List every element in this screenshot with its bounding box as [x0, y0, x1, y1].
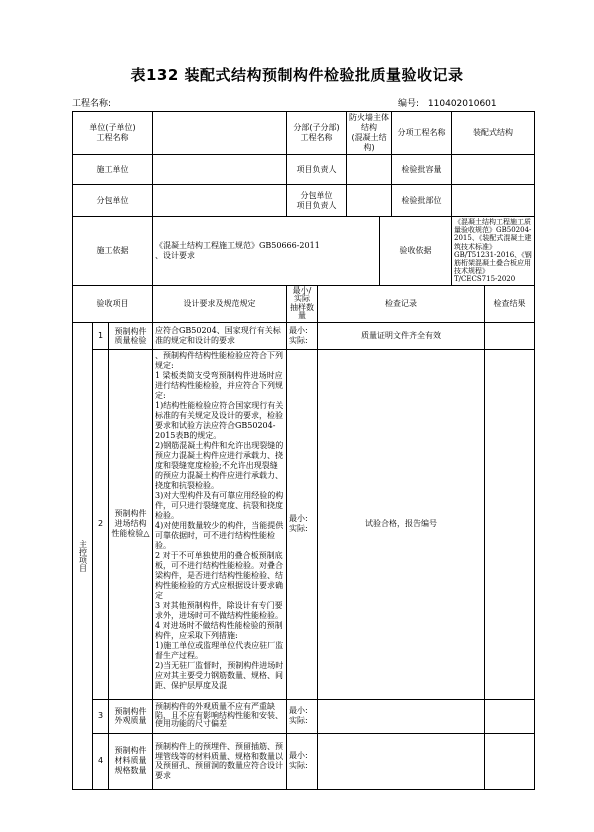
- batch-capacity-label: 检验批容量: [392, 155, 452, 185]
- batch-location-label: 检验批部位: [392, 185, 452, 217]
- item-name: 预制构件材料质量规格数量: [109, 733, 153, 789]
- project-manager-value[interactable]: [347, 155, 392, 185]
- subcontract-unit-value[interactable]: [153, 185, 287, 217]
- check-record: [318, 699, 485, 733]
- table-row: [73, 699, 535, 733]
- check-result[interactable]: [485, 699, 535, 733]
- check-result[interactable]: [485, 733, 535, 789]
- acceptance-record-table: [72, 111, 535, 790]
- sample-count[interactable]: [287, 322, 318, 349]
- number-value: 110402010601: [427, 99, 497, 109]
- item-name: 预制构件进场结构性能检验△: [109, 349, 153, 699]
- check-record: [318, 733, 485, 789]
- subitem-name-label: 分项工程名称: [392, 112, 452, 155]
- row-number: 4: [93, 733, 109, 789]
- sample-count[interactable]: [287, 733, 318, 789]
- acceptance-basis-value: 《混凝土结构工程施工质量验收规范》GB50204-2015、《装配式混凝土建筑技术标准》GB/T51231-2016、《钢筋桁架混凝土叠合板应用技术规程》T/CECS715-2020: [452, 217, 535, 286]
- col-item-header: 验收项目: [73, 285, 153, 322]
- project-manager-label: 项目负责人: [287, 155, 347, 185]
- sample-actual-label: 实际:: [289, 335, 308, 345]
- subitem-name-value: 装配式结构: [452, 112, 535, 155]
- batch-capacity-value[interactable]: [452, 155, 535, 185]
- row-number: 2: [93, 349, 109, 699]
- check-record: 试验合格，报告编号: [318, 349, 485, 699]
- sample-count[interactable]: [287, 349, 318, 699]
- subcontract-manager-value[interactable]: [347, 185, 392, 217]
- row-number: 3: [93, 699, 109, 733]
- check-result[interactable]: [485, 322, 535, 349]
- unit-name-label: 单位(子单位) 工程名称: [73, 112, 153, 155]
- check-record: 质量证明文件齐全有效: [318, 322, 485, 349]
- item-name: 预制构件质量检验: [109, 322, 153, 349]
- sample-actual-label: 实际:: [289, 761, 308, 771]
- construction-unit-value[interactable]: [153, 155, 287, 185]
- batch-location-value[interactable]: [452, 185, 535, 217]
- col-record-header: 检查记录: [318, 285, 485, 322]
- division-name-label: 分部(子分部) 工程名称: [287, 112, 347, 155]
- project-name-label: 工程名称:: [72, 99, 112, 109]
- item-requirement: 预制构件上的预埋件、预留插筋、预埋管线等的材料质量、规格和数量以及预留孔、预留洞的数量应符合设计要求: [153, 733, 287, 789]
- item-requirement: 应符合GB50204、国家现行有关标准的规定和设计的要求: [153, 322, 287, 349]
- subcontract-manager-label: 分包单位 项目负责人: [287, 185, 347, 217]
- sample-actual-label: 实际:: [289, 716, 308, 726]
- sample-min-label: 最小:: [289, 325, 308, 335]
- item-name: 预制构件外观质量: [109, 699, 153, 733]
- acceptance-basis-label: 验收依据: [380, 217, 452, 286]
- main-control-label: 主控项目: [73, 322, 93, 789]
- table-row: [73, 349, 535, 699]
- col-result-header: 检查结果: [485, 285, 535, 322]
- col-requirement-header: 设计要求及规范规定: [153, 285, 287, 322]
- item-requirement: 预制构件的外观质量不应有严重缺陷，且不应有影响结构性能和安装、使用功能的尺寸偏差: [153, 699, 287, 733]
- number-label: 编号:: [398, 99, 420, 109]
- col-sample-header: 最小/实际 抽样数量: [287, 285, 318, 322]
- sample-actual-label: 实际:: [289, 524, 308, 534]
- subcontract-unit-label: 分包单位: [73, 185, 153, 217]
- sample-min-label: 最小:: [289, 514, 308, 524]
- construction-basis-value: 《混凝土结构工程施工规范》GB50666-2011 、设计要求: [153, 217, 380, 286]
- table-row: [73, 733, 535, 789]
- row-number: 1: [93, 322, 109, 349]
- record-number: [398, 96, 497, 109]
- page-title: 表132 装配式结构预制构件检验批质量验收记录: [130, 66, 464, 84]
- sample-count[interactable]: [287, 699, 318, 733]
- construction-basis-label: 施工依据: [73, 217, 153, 286]
- item-requirement: 、预制构件结构性能检验应符合下列规定: 1 梁板类简支受弯预制构件进场时应进行结构性能检验，并应符合下列规定: 1)结构性能检验应符合国家现行有关标准的有关规定及设计的要求，检验要求和试验方法应符合GB50204-2015表B的规定。 2)钢筋混凝土构件和允许出现裂缝的预应力混凝土构件应进行承载力、挠度和裂缝宽度检验;不允许出现裂缝的预应力混凝土构件应进行承载力、挠度和抗裂检验。 3)对大型构件及有可靠应用经验的构件，可只进行裂缝宽度、抗裂和挠度检验。 4)对使用数量较少的构件，当能提供可靠依据时，可不进行结构性能检验。 2 对于不可单独使用的叠合板预制底板，可不进行结构性能检验。对叠合梁构件，是否进行结构性能检验、结构性能检验的方式应根据设计要求确定 3 对其他预制构件，除设计有专门要求外，进场时可不做结构性能检验。 4 对进场时不做结构性能检验的预制构件，应采取下列措施: 1)施工单位或监理单位代表应驻厂监督生产过程。 2)当无驻厂监督时，预制构件进场时应对其主要受力钢筋数量、规格、间距、保护层厚度及混: [153, 349, 287, 699]
- table-row: [73, 322, 535, 349]
- sample-min-label: 最小:: [289, 751, 308, 761]
- unit-name-value[interactable]: [153, 112, 287, 155]
- sample-min-label: 最小:: [289, 706, 308, 716]
- division-name-value: 防火墙主体结构 (混凝土结构): [347, 112, 392, 155]
- construction-unit-label: 施工单位: [73, 155, 153, 185]
- check-result[interactable]: [485, 349, 535, 699]
